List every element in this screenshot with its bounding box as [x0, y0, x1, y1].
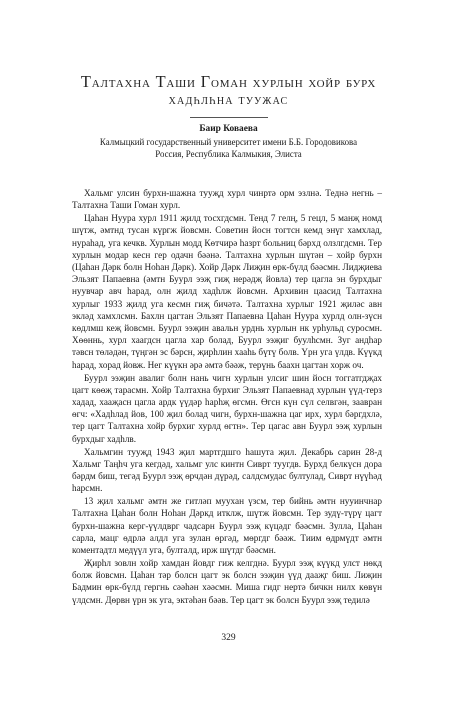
article-title-line-1: Талтахна Таши Гоман хурлын хойр бурх: [80, 72, 377, 91]
affiliation-line-1: Калмыцкий государственный университет имени Б.Б. Городовикова: [99, 137, 358, 147]
body-paragraph: Җирһл зовлн хойр хамдан йовдг гиж келгднә. Буурл ээҗ күүкд улст нөкд болж йовсмн. Цаһан тәр болсн цагт эк болсн ээҗин үүд дааҗг биш. Лиҗин Бадмин өрк-бүлд гергнь сәәһән хәәсмн. Миша гидг нертә бичкн нилх көвүн үлдсмн. Дөрвн үрн эк уга, эктәһән бәәв. Тер цагт эк болсн Буурл ээҗ тедилә: [72, 558, 382, 605]
body-paragraph: Цаһан Нуура хурл 1911 җилд тосхгдсмн. Тенд 7 гелң, 5 гецл, 5 манҗ номд шүтж, әмтнд тусан күргж йовсмн. Советин йосн тогтсн кемд энүг хамхлад, нураһад, уга кечкв. Хурлын модд Көтчирә һазрт больниц бәрхд олзлгдсмн. Тер хурлын модар кесн гер одачн бәәнә. Талтахна хурлын шүтән – хойр бурхн (Цаһан Дәрк болн Ноһан Дәрк). Хойр Дәрк Лиҗин өрк-бүлд бәәсмн. Лидҗиева Эльзят Папаевна (әмтн Буурл ээҗ гиҗ нерәдҗ йовла) тер цагла эн бурхдыг нуувчар авч һарад, олн җилд хадһлж йовсмн. Архивин цаасид Талтахна хурлыг 1933 җилд уга кесмн гиҗ бичәтә. Талтахна хурлыг 1921 җиләс авн эклəд хамхлсмн. Бахлн цагтан Эльзят Папаевна Цаһан Нуура хурлд олн-зүсн көдлмш кеҗ йовсмн. Буурл ээҗин авальн урднь хурлын нк урһульд суросмн. Хөөннь, хурл хаагдсн цагла хар болад, Буурл ээҗиг буулһсмн. Зуг андһар тәвсн төлəдән, түңгән эс бәрсн, җирһлин хааһь бүтү болв. Үрн уга үлдв. Күүкд һарад, хорад йовж. Нег күүкн әрә әмтә бәәж, терүнь баахн цагтан хорж оч.: [72, 213, 382, 370]
body-paragraph: 13 җил хальмг әмтн же гитләп муухан үзсм, тер бийнь әмтн нууинчнар Талтахна Цаһан болн Ноһан Дәркд итклж, шүтж йовсмн. Тер зудү-түрү цагт бурхн-шажна керг-үүлдврг чадсарн Буурл ээҗ күцәдг бәәсмн. Зулла, Цаһан сарла, мацг өдрлә алдл уга зулан өргəд, мөргдг бәәж. Тиим өдрмүдт әмтн коментадтл медүүл уга, булталд, ирж шүтдг бәәсмн.: [72, 496, 382, 556]
author-affiliation: [0, 136, 457, 160]
article-body: [72, 187, 382, 607]
body-paragraph: Хальмгин тууҗд 1943 җил мартгдшго һашута җил. Декабрь сарин 28-д Хальмг Таңһч уга кегдəд, хальмг улс кинтн Сиврт туугдв. Бурхд белкүсн дора бәрдм биш, тегəд Буурл ээҗ өрчдән дүрəд, салдсмудас бултулад, Сиврт нүүһəд һарсмн.: [72, 446, 382, 494]
body-paragraph: Буурл ээҗин авалиг болн нань чигн хурлын улсиг шин йосн тоггатгдҗах цагт көөҗ тарасмн. Хойр Талтахна бурхиг Эльзят Папаевнад хурлын үүд-терз хадад, хааҗасн цагла ардк үүдәр һарһҗ өгсмн. Өгсн күн сүл селвгән, заавран өгч: «Хадһлад йов, 100 җил болад чигн, бурхн-шажна цаг ирх, хурл бәргдхлә, тер цагт Талтахна хойр бурхиг хурлд өгтн». Тер цагас авн Буурл ээҗ хурлын бурхдыг хадһлв.: [72, 372, 382, 444]
article-title-line-2: хадһлһна туужас: [168, 92, 289, 108]
title-divider: [190, 117, 268, 118]
page-number: 329: [221, 633, 236, 643]
author-name: Баир Коваева: [199, 124, 258, 134]
body-paragraph: Хальмг улсин бурхн-шажна тууҗд хурл чинртә орм эзлнә. Теднә негнь –Талтахна Таши Гоман хурл.: [72, 188, 382, 211]
affiliation-line-2: Россия, Республика Калмыкия, Элиста: [155, 149, 302, 159]
